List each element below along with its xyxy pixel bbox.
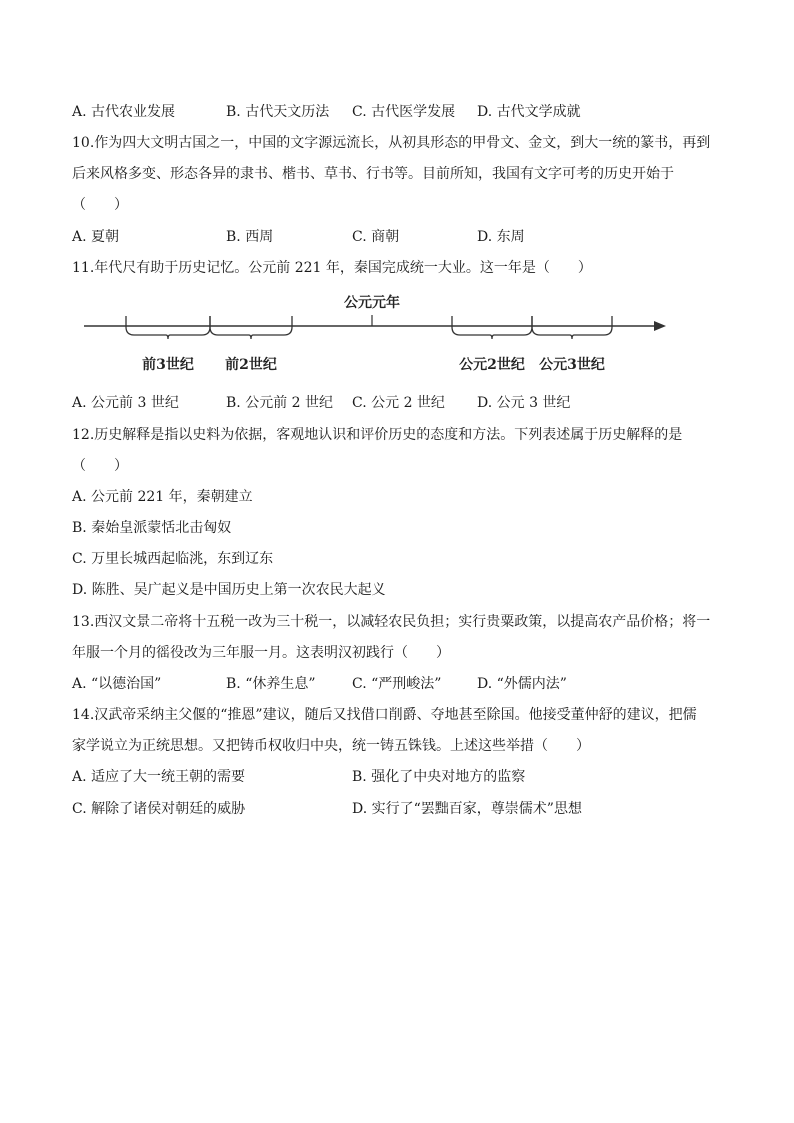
- q9-option-b: B. 古代天文历法: [226, 104, 330, 120]
- timeline-brace-4: [532, 316, 612, 339]
- q11-option-a: A. 公元前 3 世纪: [72, 395, 179, 411]
- q10-option-d: D. 东周: [477, 229, 525, 245]
- q14-stem-line2: 家学说立为正统思想。又把铸币权收归中央，统一铸五铢钱。上述这些举措（ ）: [72, 738, 590, 754]
- q11-option-b: B. 公元前 2 世纪: [226, 395, 333, 411]
- timeline-brace-1: [126, 316, 210, 339]
- q10-option-c: C. 商朝: [352, 229, 400, 245]
- q11-option-c: C. 公元 2 世纪: [352, 395, 445, 411]
- q13-stem-line2: 年服一个月的徭役改为三年服一月。这表明汉初践行（ ）: [72, 645, 450, 661]
- q13-option-c: C. “严刑峻法”: [352, 676, 442, 692]
- timeline-arrow-icon: [654, 321, 666, 331]
- timeline-brace-3: [452, 316, 532, 339]
- q9-option-d: D. 古代文学成就: [477, 104, 581, 120]
- q9-option-c: C. 古代医学发展: [352, 104, 456, 120]
- q13-option-b: B. “休养生息”: [226, 676, 316, 692]
- q11-option-d: D. 公元 3 世纪: [477, 395, 571, 411]
- q10-option-b: B. 西周: [226, 229, 274, 245]
- q12-option-b: B. 秦始皇派蒙恬北击匈奴: [72, 520, 232, 536]
- q12-stem: 12.历史解释是指以史料为依据，客观地认识和评价历史的态度和方法。下列表述属于历史解释的是: [72, 427, 683, 443]
- q13-option-d: D. “外儒内法”: [477, 676, 567, 692]
- timeline-label-2: 前2世纪: [225, 357, 277, 373]
- q13-stem-line1: 13.西汉文景二帝将十五税一改为三十税一，以减轻农民负担；实行贵粟政策，以提高农产品价格；将一: [72, 614, 711, 630]
- q12-option-d: D. 陈胜、吴广起义是中国历史上第一次农民大起义: [72, 582, 386, 598]
- timeline-label-3: 公元2世纪: [459, 357, 525, 373]
- timeline-figure: [72, 286, 672, 382]
- q10-answer-blank: （ ）: [72, 197, 128, 213]
- timeline-label-4: 公元3世纪: [539, 357, 605, 373]
- q14-option-d: D. 实行了“罢黜百家，尊崇儒术”思想: [352, 801, 582, 817]
- q12-option-c: C. 万里长城西起临洮，东到辽东: [72, 551, 274, 567]
- q10-stem-line1: 10.作为四大文明古国之一，中国的文字源远流长，从初具形态的甲骨文、金文，到大一统的篆书，再到: [72, 135, 711, 151]
- timeline-center-label: 公元元年: [344, 295, 400, 311]
- q10-stem-line2: 后来风格多变、形态各异的隶书、楷书、草书、行书等。目前所知，我国有文字可考的历史开始于: [72, 166, 674, 182]
- q14-option-a: A. 适应了大一统王朝的需要: [72, 769, 246, 785]
- q10-option-a: A. 夏朝: [72, 229, 120, 245]
- timeline-brace-2: [210, 316, 292, 339]
- q11-stem: 11.年代尺有助于历史记忆。公元前 221 年，秦国完成统一大业。这一年是（ ）: [72, 260, 592, 276]
- q14-option-b: B. 强化了中央对地方的监察: [352, 769, 526, 785]
- q12-option-a: A. 公元前 221 年，秦朝建立: [72, 489, 253, 505]
- timeline-label-1: 前3世纪: [142, 357, 194, 373]
- q12-answer-blank: （ ）: [72, 458, 128, 474]
- q13-option-a: A. “以德治国”: [72, 676, 162, 692]
- q14-stem-line1: 14.汉武帝采纳主父偃的“推恩”建议，随后又找借口削爵、夺地甚至除国。他接受董仲舒的建议，把儒: [72, 707, 697, 723]
- q14-option-c: C. 解除了诸侯对朝廷的威胁: [72, 801, 246, 817]
- q9-option-a: A. 古代农业发展: [72, 104, 176, 120]
